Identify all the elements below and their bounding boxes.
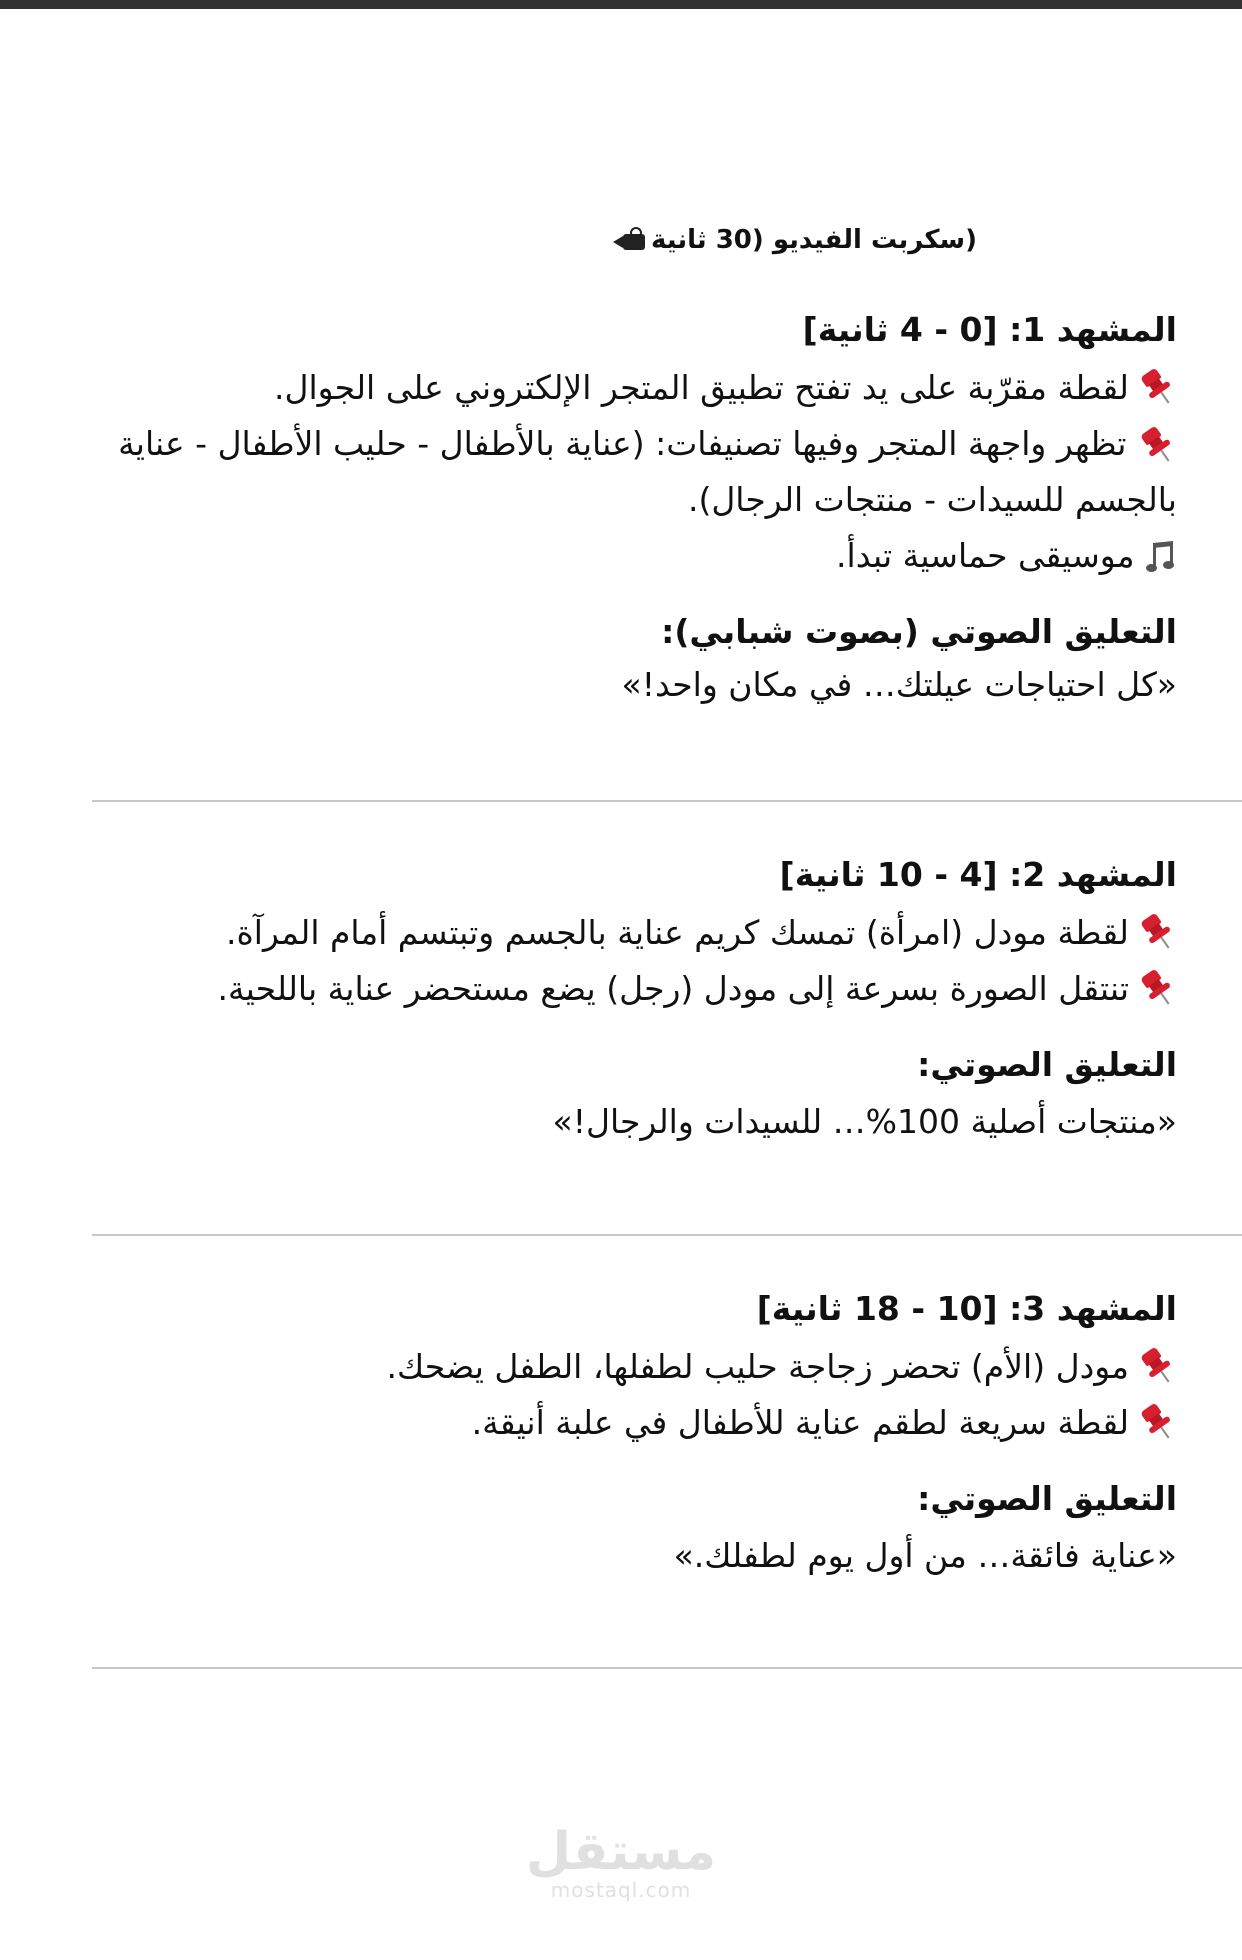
scene-line: لقطة مقرّبة على يد تفتح تطبيق المتجر الإلكتروني على الجوال. — [107, 360, 1177, 416]
voiceover-text: «عناية فائقة… من أول يوم لطفلك.» — [673, 1536, 1177, 1575]
scene-line: موسيقى حماسية تبدأ. — [107, 528, 1177, 584]
pushpin-icon — [1129, 418, 1185, 474]
pushpin-icon — [1129, 905, 1185, 961]
pushpin-icon — [1129, 360, 1185, 416]
scene-title: المشهد 2: [4 - 10 ثانية] — [779, 855, 1177, 894]
scene-2 — [107, 853, 1177, 1147]
watermark-logo: مستقل — [525, 1822, 717, 1882]
scene-title: المشهد 1: [0 - 4 ثانية] — [802, 310, 1177, 349]
watermark — [0, 1822, 1242, 1902]
scene-line: لقطة مودل (امرأة) تمسك كريم عناية بالجسم وتبتسم أمام المرآة. — [107, 905, 1177, 961]
script-title: (سكربت الفيديو (30 ثانية — [650, 225, 977, 255]
top-bar — [0, 0, 1242, 9]
scene-line: تنتقل الصورة بسرعة إلى مودل (رجل) يضع مستحضر عناية باللحية. — [107, 961, 1177, 1017]
scene-1 — [107, 308, 1177, 710]
pushpin-icon — [1129, 961, 1185, 1017]
voiceover-label: التعليق الصوتي: — [917, 1479, 1177, 1518]
voiceover-text: «منتجات أصلية 100%… للسيدات والرجال!» — [552, 1102, 1177, 1141]
divider — [92, 1234, 1242, 1236]
movie-camera-icon — [611, 227, 645, 253]
pushpin-icon — [1129, 1339, 1185, 1395]
watermark-url: mostaql.com — [550, 1878, 692, 1902]
scene-title: المشهد 3: [10 - 18 ثانية] — [756, 1289, 1177, 1328]
scene-3 — [107, 1287, 1177, 1581]
voiceover-text: «كل احتياجات عيلتك… في مكان واحد!» — [621, 665, 1177, 704]
divider — [92, 800, 1242, 802]
script-header — [611, 225, 977, 255]
scene-line: مودل (الأم) تحضر زجاجة حليب لطفلها، الطفل يضحك. — [107, 1339, 1177, 1395]
divider — [92, 1667, 1242, 1669]
pushpin-icon — [1129, 1395, 1185, 1451]
voiceover-label: التعليق الصوتي (بصوت شبابي): — [661, 612, 1177, 651]
scene-line: تظهر واجهة المتجر وفيها تصنيفات: (عناية بالأطفال - حليب الأطفال - عناية بالجسم للسيدات - منتجات الرجال). — [107, 416, 1177, 528]
scene-line: لقطة سريعة لطقم عناية للأطفال في علبة أنيقة. — [107, 1395, 1177, 1451]
voiceover-label: التعليق الصوتي: — [917, 1045, 1177, 1084]
musical-notes-icon — [1145, 540, 1177, 576]
